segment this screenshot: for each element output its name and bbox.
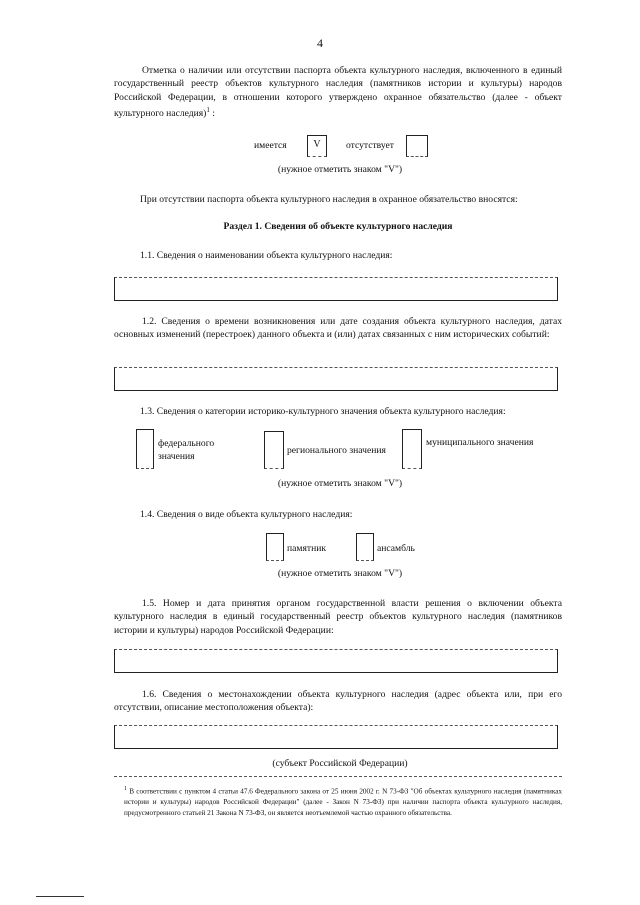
passport-has-checkbox[interactable]: V xyxy=(307,135,327,157)
federal-significance-label xyxy=(158,437,214,463)
bottom-margin-line xyxy=(36,896,84,897)
registry-decision-field[interactable] xyxy=(114,649,558,673)
footnote xyxy=(124,784,562,818)
passport-intro-paragraph xyxy=(114,64,562,121)
item-1-6-label: 1.6. Сведения о местонахождении объекта культурного наследия (адрес объекта или, при его отсутствии, описание местоположения объекта): xyxy=(114,689,562,714)
footnote-separator xyxy=(114,776,562,777)
item-1-1-label: 1.1. Сведения о наименовании объекта культурного наследия: xyxy=(140,250,393,261)
subject-caption: (субъект Российской Федерации) xyxy=(272,758,408,769)
ensemble-label: ансамбль xyxy=(377,543,415,554)
absence-note: При отсутствии паспорта объекта культурного наследия в охранное обязательство вносятся: xyxy=(140,194,518,205)
ensemble-checkbox[interactable] xyxy=(356,533,374,561)
passport-intro-text: Отметка о наличии или отсутствии паспорта объекта культурного наследия, включенного в единый государственный реестр объектов культурного наследия (памятников истории и культуры) народов Российской Федерации, в отношении которого утверждено охранное обязательство (далее - объект культурного наследия) xyxy=(114,65,562,120)
federal-significance-checkbox[interactable] xyxy=(136,429,154,469)
footnote-text: В соответствии с пунктом 4 статьи 47.6 Федерального закона от 25 июня 2002 г. N 73-ФЗ "Об объектах культурного наследия (памятниках истории и культуры) народов Российской Федерации" (далее - Закон N 73-ФЗ) при наличии паспорта объекта культурного наследия, предусмотренного статьей 21 Закона N 73-ФЗ, он является неотъемлемой частью охранного обязательства. xyxy=(124,787,562,817)
item-1-5-label: 1.5. Номер и дата принятия органом государственной власти решения о включении объекта культурного наследия в единый государственный реестр объектов культурного наследия (памятников истории и культуры) народов Российской Федерации: xyxy=(114,598,562,636)
significance-hint: (нужное отметить знаком "V") xyxy=(277,478,403,489)
regional-significance-checkbox[interactable] xyxy=(264,431,284,469)
municipal-significance-label: муниципального значения xyxy=(426,437,534,448)
section-1-title: Раздел 1. Сведения об объекте культурного наследия xyxy=(223,221,453,232)
location-field[interactable] xyxy=(114,725,558,749)
monument-label: памятник xyxy=(287,543,326,554)
monument-checkbox[interactable] xyxy=(266,533,284,561)
passport-has-label: имеется xyxy=(254,140,287,151)
passport-absent-label: отсутствует xyxy=(346,140,394,151)
object-dates-field[interactable] xyxy=(114,367,558,391)
item-1-3-label: 1.3. Сведения о категории историко-культурного значения объекта культурного наследия: xyxy=(140,406,506,417)
municipal-significance-checkbox[interactable] xyxy=(402,429,422,469)
federal-significance-line1: федерального xyxy=(158,438,215,449)
passport-absent-checkbox[interactable] xyxy=(406,135,428,157)
item-1-4-label: 1.4. Сведения о виде объекта культурного наследия: xyxy=(140,509,353,520)
passport-intro-tail: : xyxy=(209,108,215,120)
item-1-2-label: 1.2. Сведения о времени возникновения или дате создания объекта культурного наследия, датах основных изменений (перестроек) данного объекта и (или) датах связанных с ним исторических событий: xyxy=(114,316,562,341)
object-type-hint: (нужное отметить знаком "V") xyxy=(277,568,403,579)
page-number: 4 xyxy=(317,36,323,50)
footnote-ref: 1 xyxy=(206,106,210,115)
footnote-number: 1 xyxy=(124,786,127,792)
federal-significance-line2: значения xyxy=(158,451,195,462)
object-name-field[interactable] xyxy=(114,277,558,301)
regional-significance-label: регионального значения xyxy=(287,445,386,456)
passport-hint: (нужное отметить знаком "V") xyxy=(277,164,403,175)
